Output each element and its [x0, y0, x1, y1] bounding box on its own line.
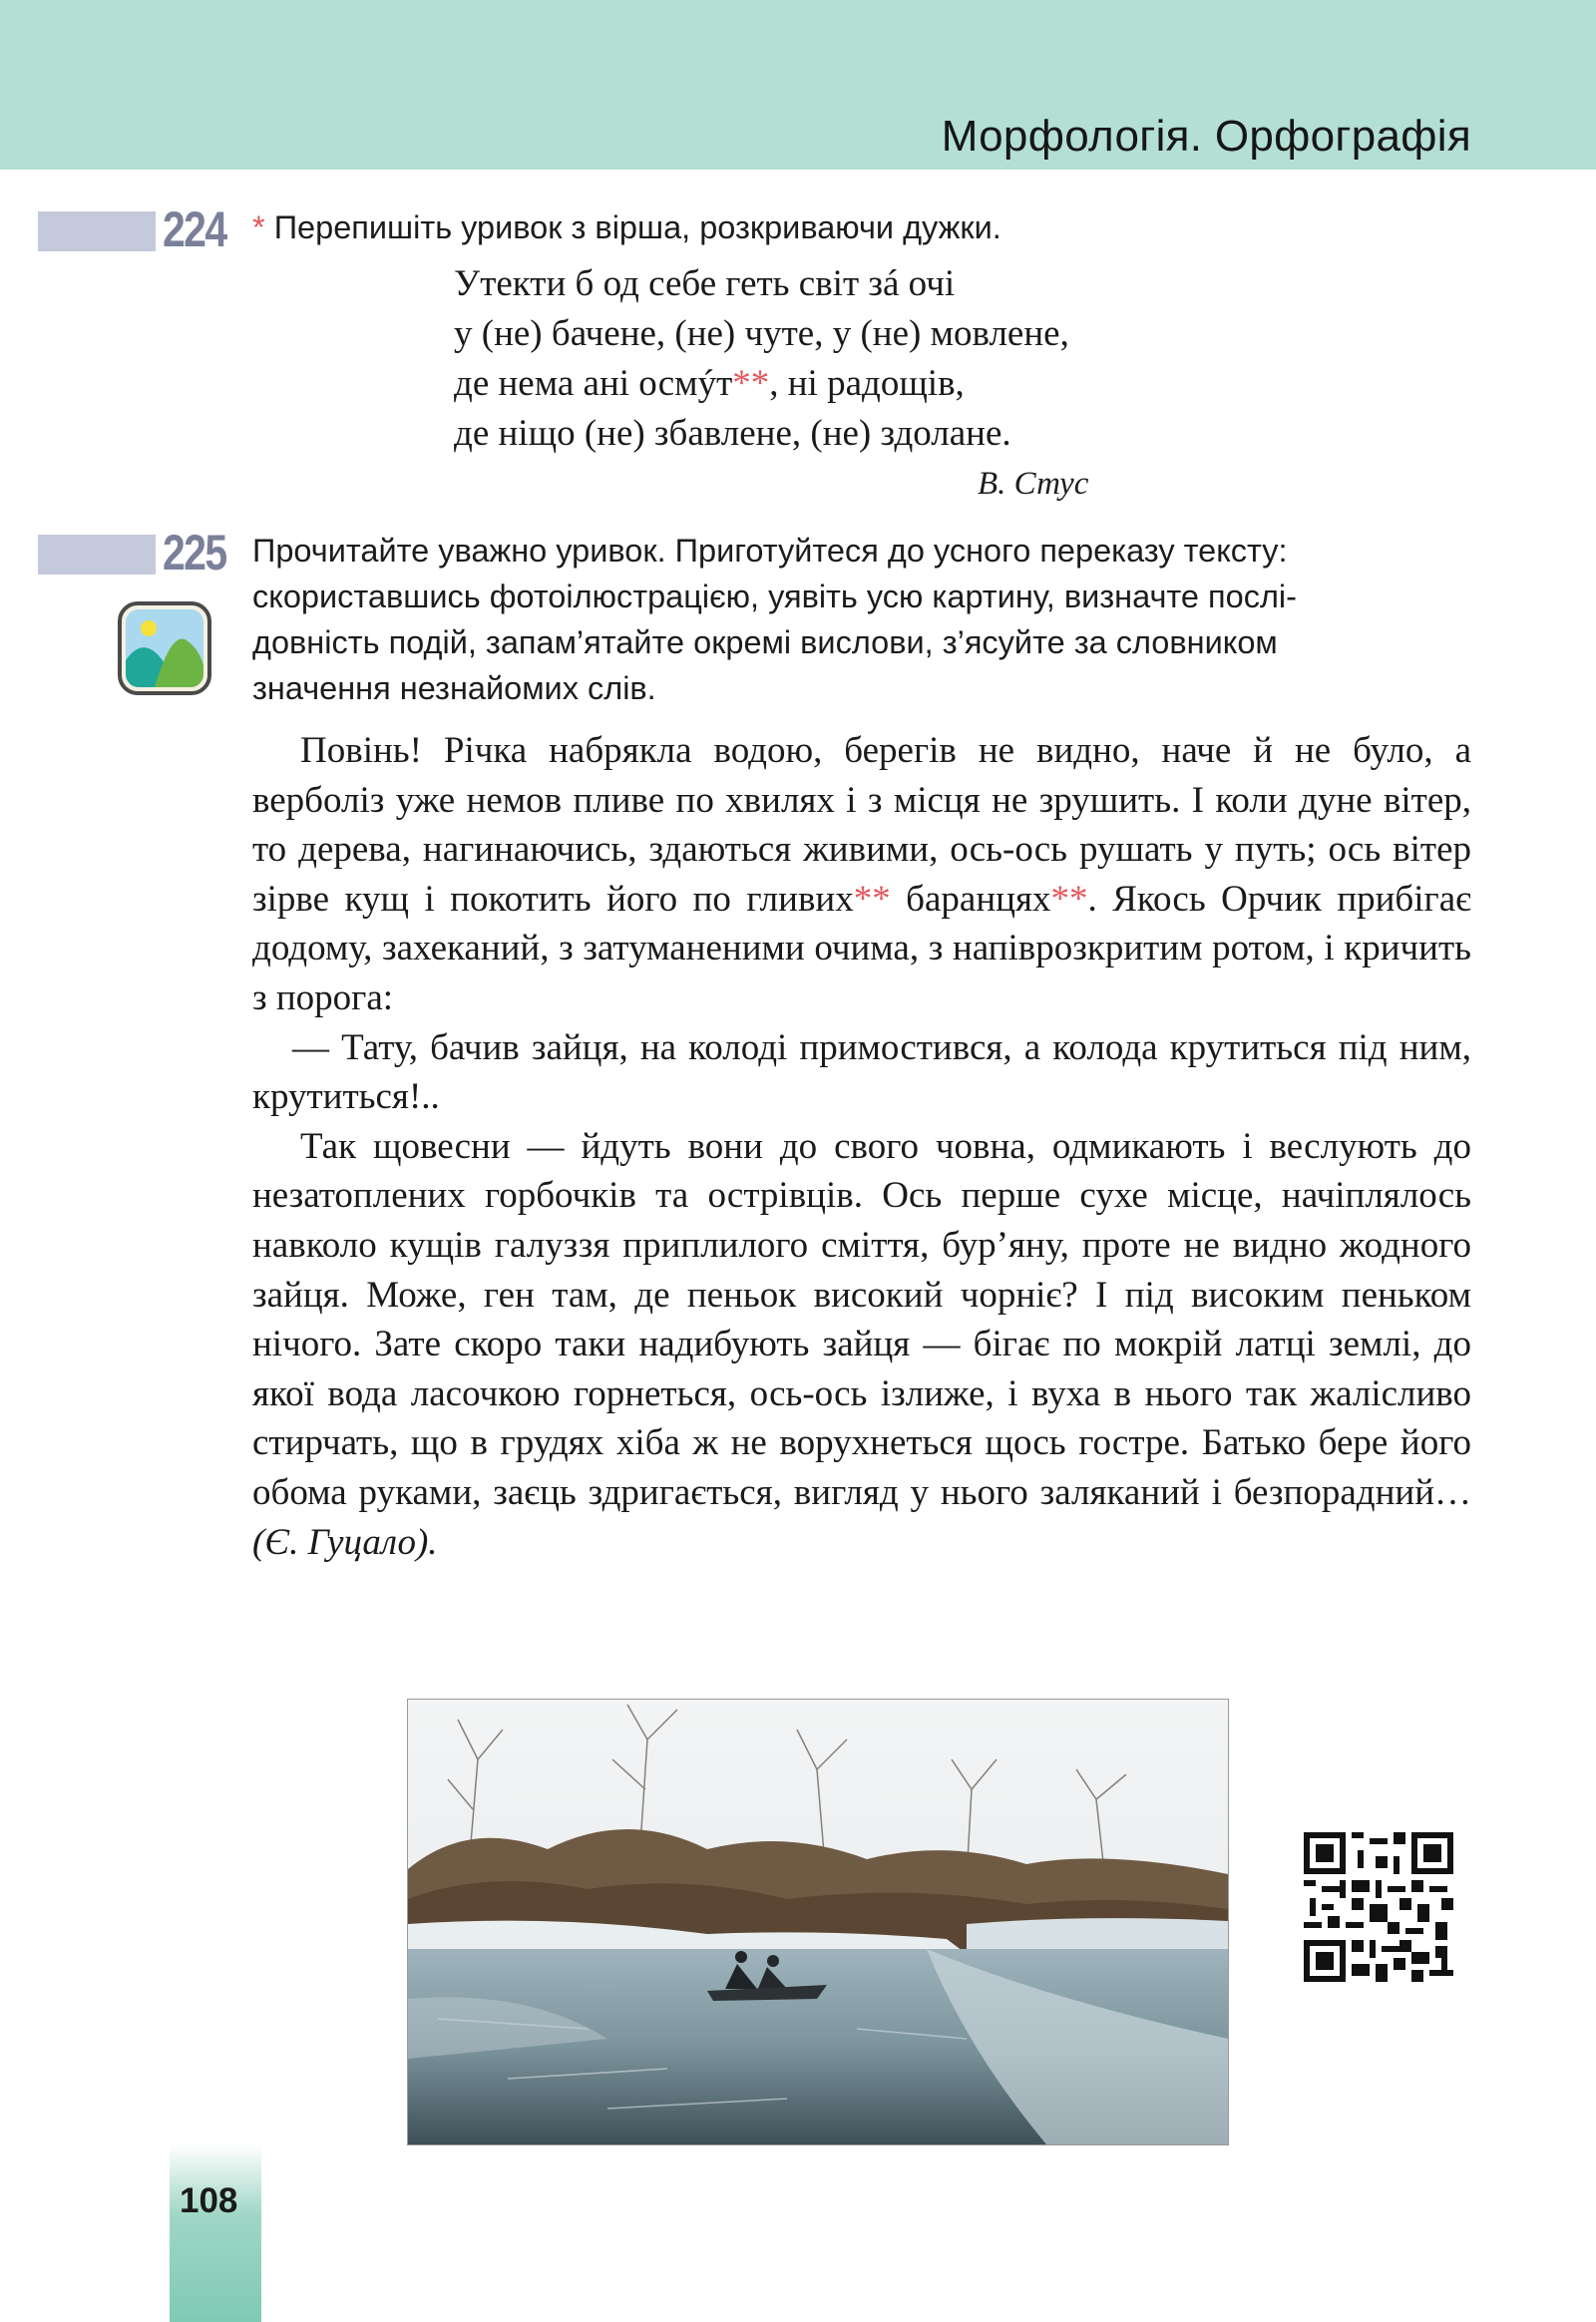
poem-line-3-part-b: , ні радощів, [769, 363, 965, 404]
flood-photo-image [408, 1700, 1228, 2144]
footnote-mark: ** [1050, 878, 1088, 920]
poem-line-1: Утекти б од себе геть світ зá очі [454, 263, 956, 304]
poem-line-3-part-a: де нема ані осмýт [454, 363, 733, 404]
page-number: 108 [180, 2181, 238, 2220]
instruction-line-4: значення незнайомих слів. [252, 670, 656, 706]
page-header-title: Морфологія. Орфографія [941, 112, 1471, 161]
paragraph-3-text: Так щовесни — йдуть вони до свого човна, одмикають і веслують до незатоплених горбочків та острівців. Ось перше сухе місце, начіплялось навколо кущів галуззя приплилого сміття, бур’яну, проте не видно жодного зайця. Може, ген там, де пеньок високий чорніє? І під високим пеньком нічого. Зате скоро таки надибують зайця — бігає по мокрій латці землі, до якої вода ласочкою горнеться, ось-ось ізлиже, і вуха в нього так жалісливо стирчать, що в грудях хіба ж не ворухнеться щось гостре. Батько бере його обома руками, заєць здригається, вигляд у нього заляканий і безпорадний… [252, 1125, 1471, 1513]
paragraph-1-part-b: баранцях [890, 878, 1051, 920]
paragraph-2: — Тату, бачив зайця, на колоді примостився, а колода крутиться під ним, крутиться!.. [252, 1026, 1471, 1118]
poem-author: В. Стус [978, 466, 1089, 502]
poem [454, 259, 1069, 459]
exercise-225-bar [38, 535, 156, 575]
story-text [252, 726, 1471, 1567]
footnote-mark: ** [853, 878, 891, 920]
instruction-line-3: довність подій, запам’ятайте окремі вислови, з’ясуйте за словником [252, 624, 1278, 660]
poem-line-4: де ніщо (не) збавлене, (не) здолане. [454, 413, 1011, 454]
footnote-mark: ** [732, 363, 770, 404]
exercise-224-bar [38, 211, 156, 251]
story-author: (Є. Гуцало). [252, 1521, 438, 1563]
exercise-225-instruction [252, 528, 1297, 711]
paragraph-3 [252, 1122, 1471, 1567]
exercise-224-instruction-text: Перепишіть уривок з вірша, розкриваючи дужки. [273, 209, 1001, 245]
picture-icon [117, 600, 212, 696]
paragraph-1 [252, 726, 1471, 1023]
instruction-line-2: скориставшись фотоілюстрацією, уявіть усю картину, визначте послі- [252, 579, 1297, 614]
footer-band [170, 2144, 261, 2322]
exercise-224-mark: * [252, 209, 265, 245]
paragraph-1-part-a: Повінь! Річка набрякла водою, берегів не видно, наче й не було, а верболіз уже немов пливе по хвилях і з місця не зрушить. І коли дуне вітер, то дерева, нагинаючись, здаються живими, ось-ось рушать у путь; ось вітер зірве кущ і покотить його по гливих [252, 730, 1471, 920]
exercise-224-number: 224 [163, 201, 226, 257]
instruction-line-1: Прочитайте уважно уривок. Приготуйтеся до усного переказу тексту: [252, 533, 1288, 569]
poem-line-2: у (не) бачене, (не) чуте, у (не) мовлене, [454, 313, 1069, 354]
qr-code[interactable] [1304, 1832, 1453, 1982]
exercise-224-instruction [252, 204, 1001, 250]
flood-photo [407, 1699, 1229, 2145]
paragraph-1-part-c: . Якось Орчик прибігає додому, захеканий, з затуманеними очима, з напіврозкритим ротом, і кричить з порога: [252, 878, 1471, 1018]
exercise-225-number: 225 [163, 525, 226, 580]
poem-line-3 [454, 359, 1069, 409]
